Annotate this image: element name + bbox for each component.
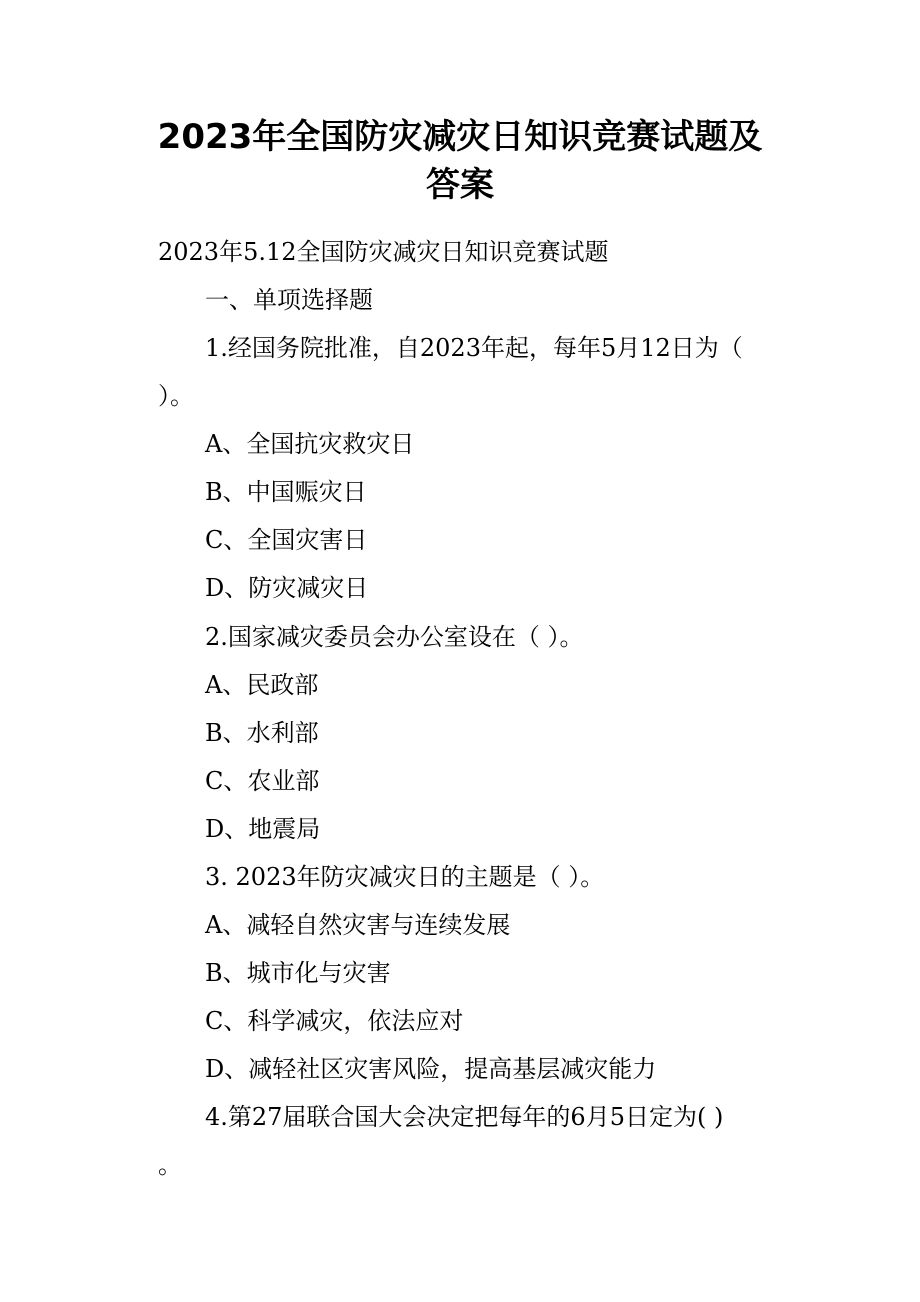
question-1-text-line-2: ）。: [158, 382, 194, 410]
document-title-line-2: 答案: [426, 165, 494, 205]
question-3-option-a: A、减轻自然灾害与连续发展: [205, 911, 511, 939]
question-3-option-c: C、科学减灾，依法应对: [205, 1007, 464, 1035]
question-1-option-b: B、中国赈灾日: [205, 478, 367, 506]
question-1-option-a: A、全国抗灾救灾日: [205, 430, 415, 458]
question-1-option-d: D、防灾减灾日: [205, 574, 369, 602]
question-3-text: 3. 2023年防灾减灾日的主题是（ ）。: [205, 863, 605, 891]
question-2-option-b: B、水利部: [205, 719, 319, 747]
question-3-option-b: B、城市化与灾害: [205, 959, 391, 987]
section-heading: 一、单项选择题: [205, 286, 373, 314]
document-title-line-1: 2023年全国防灾减灾日知识竞赛试题及: [157, 117, 763, 157]
question-2-option-a: A、民政部: [205, 671, 319, 699]
question-2-option-c: C、农业部: [205, 767, 320, 795]
question-1-text-line-1: 1.经国务院批准，自2023年起，每年5月12日为（: [205, 334, 743, 362]
question-2-option-d: D、地震局: [205, 815, 321, 843]
document-subtitle: 2023年5.12全国防灾减灾日知识竞赛试题: [158, 238, 609, 266]
question-2-text: 2.国家减灾委员会办公室设在（ ）。: [205, 623, 584, 651]
question-4-text-line-2: 。: [158, 1151, 182, 1179]
question-1-option-c: C、全国灾害日: [205, 526, 368, 554]
question-4-text-line-1: 4.第27届联合国大会决定把每年的6月5日定为( ): [205, 1103, 724, 1131]
question-3-option-d: D、减轻社区灾害风险，提高基层减灾能力: [205, 1055, 657, 1083]
